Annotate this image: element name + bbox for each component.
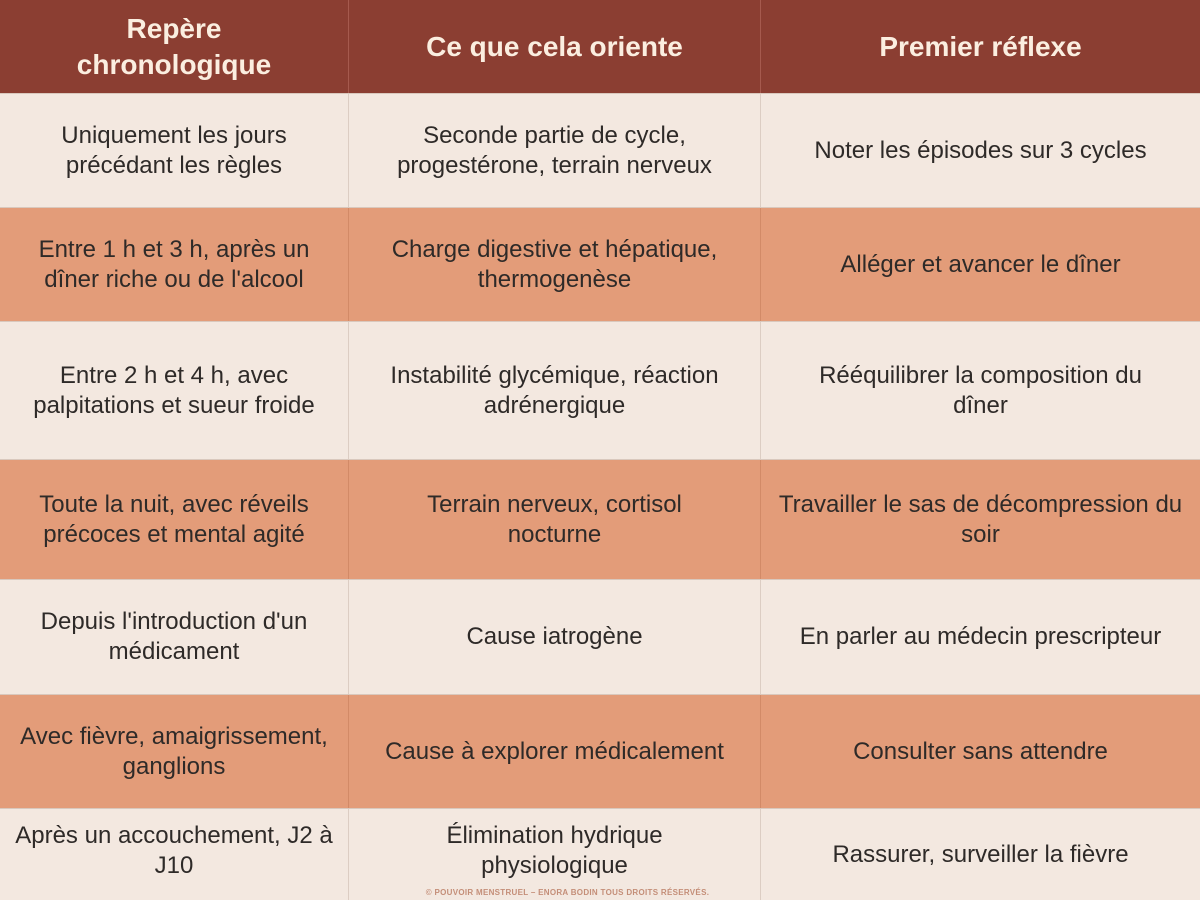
cell-marker: Entre 1 h et 3 h, après un dîner riche ou de l'alcool <box>0 208 349 321</box>
table-row <box>0 694 1200 808</box>
cell-reflex: Alléger et avancer le dîner <box>840 250 1121 278</box>
table-row <box>0 459 1200 579</box>
cell-orientation: Cause iatrogène <box>349 580 761 694</box>
cell-orientation: Cause à explorer médicalement <box>349 695 761 808</box>
cell-reflex: Noter les épisodes sur 3 cycles <box>814 136 1147 164</box>
header-orientation: Ce que cela oriente <box>349 0 761 93</box>
cell-reflex: Travailler le sas de décompression du soir <box>778 490 1183 548</box>
header-chronological-marker: Repère chronologique <box>0 0 349 93</box>
cell-orientation: Seconde partie de cycle, progestérone, terrain nerveux <box>349 94 761 207</box>
cell-marker: Avec fièvre, amaigrissement, ganglions <box>0 695 349 808</box>
copyright-footer: © POUVOIR MENSTRUEL – ENORA BODIN TOUS DROITS RÉSERVÉS. <box>425 888 710 897</box>
cell-marker: Uniquement les jours précédant les règles <box>0 94 349 207</box>
cell-marker: Depuis l'introduction d'un médicament <box>0 580 349 694</box>
table-row <box>0 93 1200 207</box>
cell-orientation: Charge digestive et hépatique, thermogenèse <box>349 208 761 321</box>
cell-marker: Entre 2 h et 4 h, avec palpitations et sueur froide <box>0 322 349 459</box>
cell-marker: Toute la nuit, avec réveils précoces et mental agité <box>0 460 349 579</box>
table-row <box>0 321 1200 459</box>
cell-marker: Après un accouchement, J2 à J10 <box>0 809 349 900</box>
cell-reflex: Rééquilibrer la composition du dîner <box>819 361 1142 419</box>
header-first-reflex: Premier réflexe <box>879 30 1082 62</box>
cell-reflex: En parler au médecin prescripteur <box>799 623 1162 650</box>
cell-reflex: Rassurer, surveiller la fièvre <box>832 840 1129 868</box>
cell-orientation: Élimination hydrique physiologique <box>349 809 761 900</box>
cell-reflex: Consulter sans attendre <box>853 737 1108 765</box>
table-row <box>0 579 1200 694</box>
cell-orientation: Instabilité glycémique, réaction adrénergique <box>349 322 761 459</box>
table-row <box>0 207 1200 321</box>
table-row <box>0 808 1200 900</box>
cell-orientation: Terrain nerveux, cortisol nocturne <box>349 460 761 579</box>
table-header <box>0 0 1200 93</box>
